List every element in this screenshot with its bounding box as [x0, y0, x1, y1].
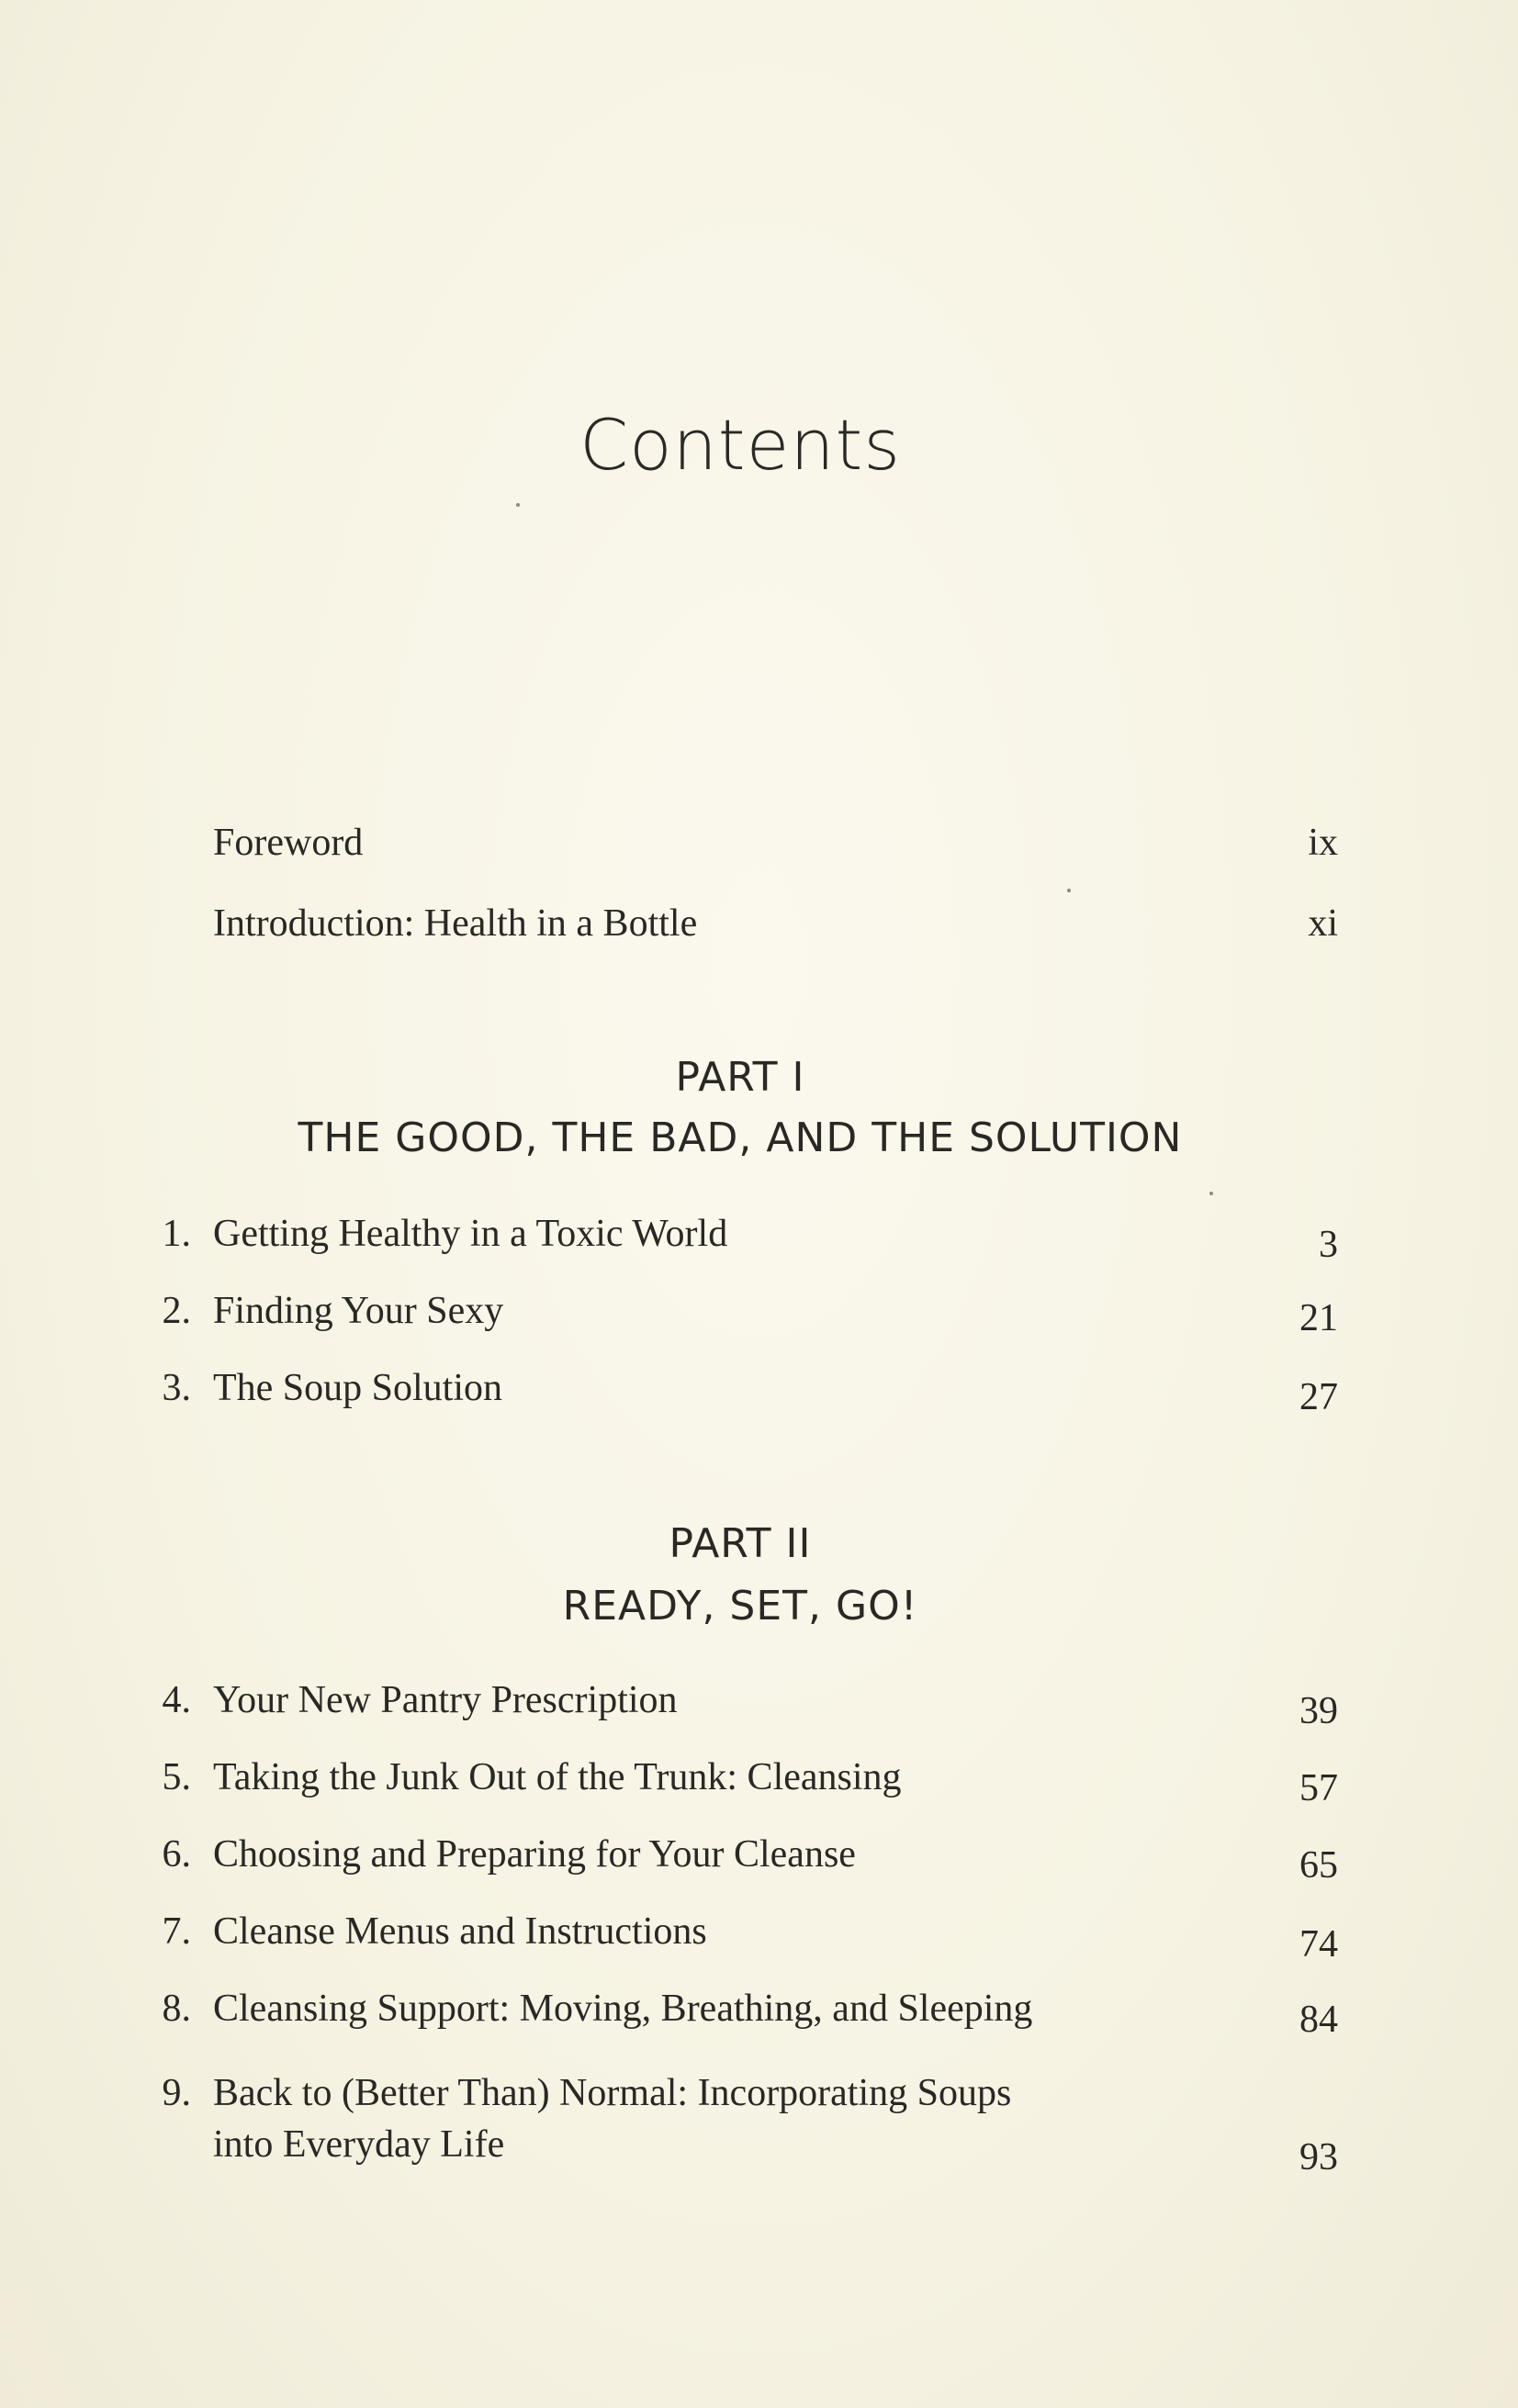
chapter-number: 2. [162, 1290, 191, 1332]
chapter-title: Finding Your Sexy [213, 1290, 504, 1332]
part-title: READY, SET, GO! [562, 1583, 918, 1630]
chapter-number: 7. [162, 1910, 191, 1953]
part-title: THE GOOD, THE BAD, AND THE SOLUTION [298, 1114, 1183, 1161]
chapter-page: 39 [1299, 1690, 1338, 1732]
part-label: PART I [675, 1054, 805, 1101]
toc-entry-title: Introduction: Health in a Bottle [213, 902, 698, 945]
chapter-title: Taking the Junk Out of the Trunk: Cleansing [213, 1756, 902, 1798]
chapter-title-line-2: into Everyday Life [213, 2123, 505, 2166]
chapter-number: 3. [162, 1367, 191, 1409]
chapter-page: 65 [1299, 1844, 1338, 1887]
chapter-title: Your New Pantry Prescription [213, 1679, 678, 1721]
chapter-title: The Soup Solution [213, 1367, 503, 1409]
paper-speck [516, 503, 520, 507]
paper-speck [1067, 889, 1071, 892]
chapter-number: 6. [162, 1833, 191, 1876]
chapter-number: 4. [162, 1679, 191, 1721]
chapter-title: Cleansing Support: Moving, Breathing, and Sleeping [213, 1988, 1033, 2030]
chapter-title-line-1: Back to (Better Than) Normal: Incorporating Soups [213, 2072, 1012, 2114]
chapter-page: 27 [1299, 1376, 1338, 1418]
chapter-number: 1. [162, 1213, 191, 1255]
chapter-title: Cleanse Menus and Instructions [213, 1910, 707, 1953]
chapter-number: 5. [162, 1756, 191, 1798]
toc-entry-page: xi [1308, 902, 1338, 945]
chapter-title: Choosing and Preparing for Your Cleanse [213, 1833, 856, 1876]
page-title: Contents [579, 404, 901, 486]
chapter-number: 9. [162, 2072, 191, 2114]
chapter-page: 21 [1299, 1297, 1338, 1339]
toc-entry-title: Foreword [213, 822, 364, 864]
chapter-page: 93 [1299, 2136, 1338, 2178]
chapter-page: 74 [1299, 1923, 1338, 1966]
toc-entry-page: ix [1308, 822, 1338, 864]
chapter-page: 57 [1299, 1767, 1338, 1809]
paper-speck [1209, 1192, 1213, 1195]
toc-chapter-9[interactable] [0, 2066, 1518, 2176]
part-label: PART II [669, 1520, 812, 1567]
chapter-page: 3 [1319, 1224, 1338, 1266]
chapter-number: 8. [162, 1988, 191, 2030]
chapter-title: Getting Healthy in a Toxic World [213, 1213, 728, 1255]
chapter-page: 84 [1299, 1999, 1338, 2041]
